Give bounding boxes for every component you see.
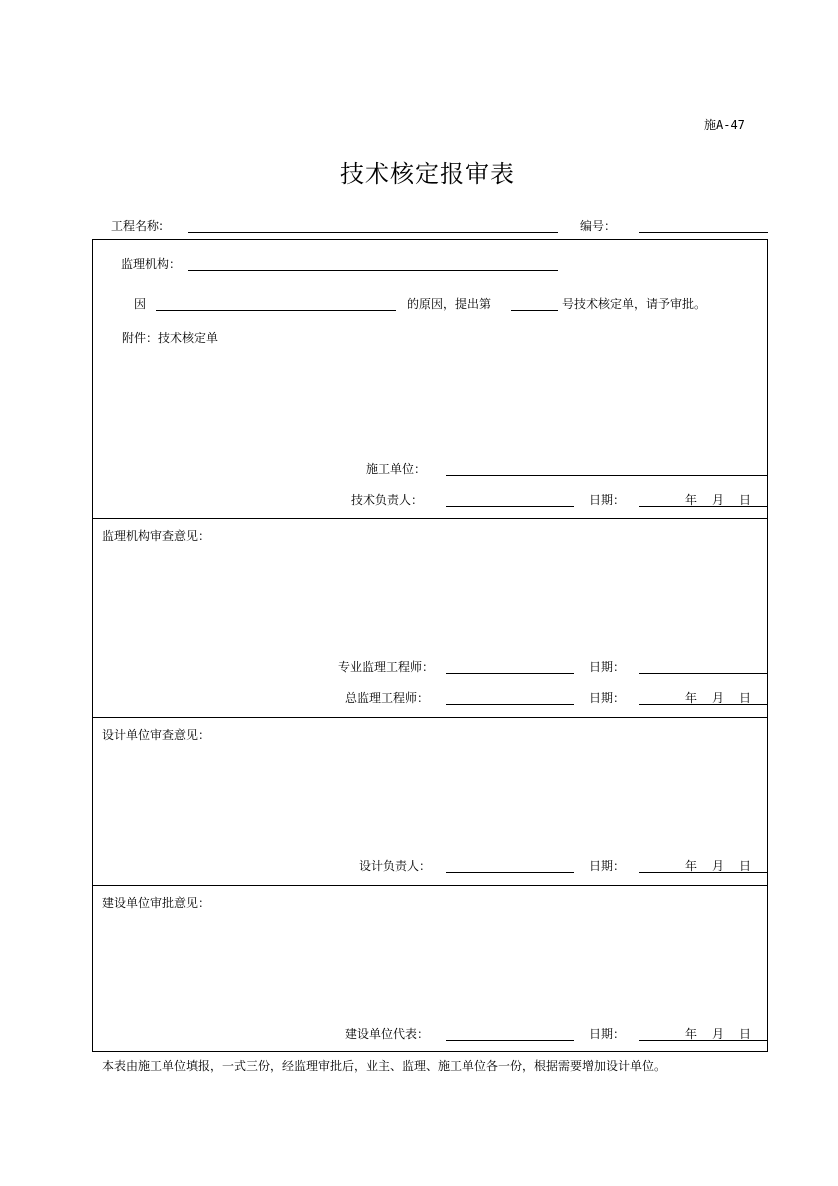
reason-prefix: 因 bbox=[134, 297, 147, 311]
section-divider bbox=[92, 518, 768, 519]
attachment-label: 附件：技术核定单 bbox=[122, 331, 219, 345]
tech-lead-label: 技术负责人： bbox=[351, 493, 424, 507]
engineer-field[interactable] bbox=[446, 659, 574, 674]
owner-rep-label: 建设单位代表： bbox=[345, 1027, 430, 1041]
date-month: 月 bbox=[712, 1027, 725, 1041]
reason-middle: 的原因，提出第 bbox=[407, 297, 492, 311]
date-day: 日 bbox=[739, 493, 752, 507]
date-label: 日期： bbox=[589, 859, 626, 873]
date-month: 月 bbox=[712, 859, 725, 873]
contractor-label: 施工单位： bbox=[366, 462, 427, 476]
date-label: 日期： bbox=[589, 660, 626, 674]
reason-suffix: 号技术核定单，请予审批。 bbox=[562, 297, 707, 311]
design-lead-field[interactable] bbox=[446, 858, 574, 873]
supervisor-label: 监理机构： bbox=[121, 257, 182, 271]
section-divider bbox=[92, 717, 768, 718]
date-day: 日 bbox=[739, 691, 752, 705]
tech-lead-field[interactable] bbox=[446, 492, 574, 507]
supervisor-field[interactable] bbox=[188, 256, 558, 271]
date-label: 日期： bbox=[589, 493, 626, 507]
number-field[interactable] bbox=[639, 218, 768, 233]
date-year: 年 bbox=[685, 1027, 698, 1041]
form-code: 施A-47 bbox=[704, 118, 745, 132]
form-table bbox=[92, 239, 768, 1052]
date-label: 日期： bbox=[589, 691, 626, 705]
date-month: 月 bbox=[712, 493, 725, 507]
contractor-field[interactable] bbox=[446, 461, 768, 476]
date-year: 年 bbox=[685, 691, 698, 705]
section-heading: 建设单位审批意见： bbox=[102, 896, 211, 910]
engineer-label: 专业监理工程师： bbox=[338, 660, 435, 674]
date-field[interactable] bbox=[639, 659, 768, 674]
date-year: 年 bbox=[685, 859, 698, 873]
section-divider bbox=[92, 885, 768, 886]
date-day: 日 bbox=[739, 859, 752, 873]
date-year: 年 bbox=[685, 493, 698, 507]
page-title: 技术核定报审表 bbox=[340, 160, 515, 188]
date-label: 日期： bbox=[589, 1027, 626, 1041]
chief-engineer-label: 总监理工程师： bbox=[345, 691, 430, 705]
chief-engineer-field[interactable] bbox=[446, 690, 574, 705]
project-name-field[interactable] bbox=[188, 218, 558, 233]
date-month: 月 bbox=[712, 691, 725, 705]
section-heading: 监理机构审查意见： bbox=[102, 529, 211, 543]
design-lead-label: 设计负责人： bbox=[359, 859, 432, 873]
footer-note: 本表由施工单位填报，一式三份，经监理审批后，业主、监理、施工单位各一份，根据需要增加设计单位。 bbox=[102, 1059, 667, 1073]
sheet-number-field[interactable] bbox=[511, 296, 558, 311]
number-label: 编号： bbox=[580, 219, 617, 233]
owner-rep-field[interactable] bbox=[446, 1026, 574, 1041]
section-heading: 设计单位审查意见： bbox=[102, 728, 211, 742]
project-name-label: 工程名称: bbox=[111, 219, 164, 233]
reason-field[interactable] bbox=[156, 296, 396, 311]
date-day: 日 bbox=[739, 1027, 752, 1041]
